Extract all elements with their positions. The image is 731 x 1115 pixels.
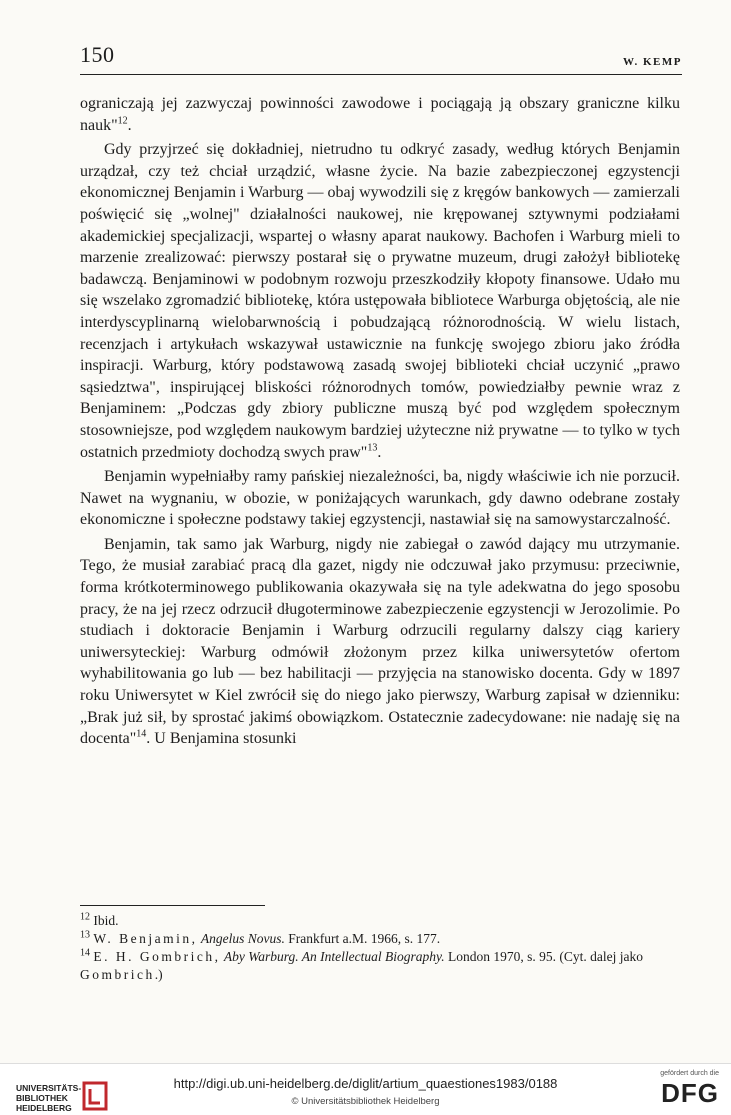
footnote-14 <box>80 948 680 984</box>
copyright-notice: © Universitätsbibliothek Heidelberg <box>291 1096 440 1107</box>
footnote-text: London 1970, s. 95. (Cyt. dalej jako <box>447 949 643 964</box>
paragraph-text: . <box>377 443 382 461</box>
footnote-ref: 13 <box>367 442 378 454</box>
footnote-number: 14 <box>80 947 90 959</box>
footnote-text: Frankfurt a.M. 1966, s. 177. <box>288 931 441 946</box>
running-head: W. KEMP <box>623 56 682 68</box>
footnote-number: 13 <box>80 929 90 941</box>
footnote-12 <box>80 912 680 930</box>
library-name-line: HEIDELBERG <box>16 1103 72 1113</box>
library-name-line: UNIVERSITÄTS- <box>16 1083 82 1093</box>
footnote-title: Angelus Novus. <box>200 931 285 946</box>
paragraph-text: . <box>127 116 132 134</box>
footnote-ref: 14 <box>136 728 147 740</box>
paragraph-text: Benjamin, tak samo jak Warburg, nigdy nie zabiegał o zawód dający mu utrzymanie. Tego, że musiał zarabiać pracą dla gazet, nigdy nie odczuwał jako przymusu: przeciwnie, forma krótkoterminowego publikowania okazywała się na tyle adekwatna do jego sposobu pracy, że na jej rzecz odrzucił długoterminowe zabezpieczenie egzystencji w Jerozolimie. Po studiach i doktoracie Benjamin i Warburg odrzucili regularny dalszy ciąg kariery uniwersyteckiej: Warburg odmówił złożonym przez kilka uniwersytetów ofertom wyhabilitowania go lub — bez habilitacji — przyjęcia na stanowisko docenta. Gdy w 1897 roku Uniwersytet w Kiel zwrócił się do niego jako pierwszy, Warburg zapisał w dzienniku: „Brak już sił, by sprostać jakimś obowiązkom. Ostatecznie zadecydowane: nie nadaję się na docenta" <box>80 535 680 748</box>
footnote-text: Ibid. <box>93 913 119 928</box>
paragraph <box>80 93 680 136</box>
dfg-logo-icon: DFG <box>661 1078 719 1108</box>
page-number: 150 <box>80 42 115 67</box>
paragraph-text: . U Benjamina stosunki <box>146 730 297 748</box>
footnote-number: 12 <box>80 911 90 923</box>
funder-logo[interactable] <box>639 1070 719 1110</box>
footnote-abbreviation: Gombrich <box>80 967 155 982</box>
footnote-ref: 12 <box>117 115 128 127</box>
paragraph <box>80 534 680 750</box>
funder-note: gefördert durch die <box>660 1070 719 1077</box>
footnote-author: E. H. Gombrich, <box>93 949 221 964</box>
viewer-footer <box>0 1063 731 1115</box>
library-name-line: BIBLIOTHEK <box>16 1093 68 1103</box>
footnote-13 <box>80 930 680 948</box>
footnotes <box>80 912 680 984</box>
paragraph <box>80 466 680 531</box>
footnote-text: .) <box>154 967 163 982</box>
paragraph-text: ograniczają jej zazwyczaj powinności zawodowe i pociągają ją obszary graniczne kilku nauk" <box>80 95 680 134</box>
body-text <box>80 93 680 750</box>
footnote-title: Aby Warburg. An Intellectual Biography. <box>223 949 445 964</box>
paragraph <box>80 139 680 463</box>
footnote-author: W. Benjamin, <box>93 931 198 946</box>
footnote-divider <box>80 905 265 906</box>
page-header <box>80 40 682 75</box>
paragraph-text: Benjamin wypełniałby ramy pańskiej niezależności, ba, nigdy właściwie ich nie porzucił. Nawet na wygnaniu, w obozie, w poniżających warunkach, gdy dawno odebrane zostały ekonomiczne i społeczne podstawy takiej egzystencji, nastawiał się na samowystarczalność. <box>80 468 680 529</box>
paragraph-text: Gdy przyjrzeć się dokładniej, nietrudno tu odkryć zasady, według których Benjamin urządzał, czy też chciał urządzić, własne życie. Na bazie zabezpieczonej egzystencji ekonomicznej Benjamin i Warburg — obaj wywodzili się z kręgów bankowych — zamierzali poświęcić się „wolnej" działalności naukowej, nie krępowanej sztywnymi podziałami akademickiej specjalizacji, wspartej o własny aparat naukowy. Bachofen i Warburg mieli to marzenie zrealizować: pierwszy postarał się o prywatne muzeum, drugi założył bibliotekę badawczą. Benjaminowi w podobnym rozwoju przeszkodziły kłopoty finansowe. Udało mu się wszelako zgromadzić bibliotekę, która ustępowała bibliotece Warburga objętością, ale nie interdyscyplinarną wielobarwnością i pobudzającą różnorodnością. W wielu listach, recenzjach i artykułach wskazywał ustawicznie na funkcję swojego zbioru jako źródła inspiracji. Warburg, który podstawową zasadą swojej biblioteki chciał uczynić „prawo sąsiedztwa", inspirującej bliskości różnorodnych tomów, powiedziałby pewnie wraz z Benjaminem: „Podczas gdy zbiory publiczne muszą być pod względem społecznym stosowniejsze, pod względem naukowym bardziej użyteczne niż prywatne — to tylko w tych ostatnich przedmioty dochodzą swych praw" <box>80 141 680 461</box>
permalink-url[interactable]: http://digi.ub.uni-heidelberg.de/diglit/artium_quaestiones1983/0188 <box>173 1076 558 1091</box>
